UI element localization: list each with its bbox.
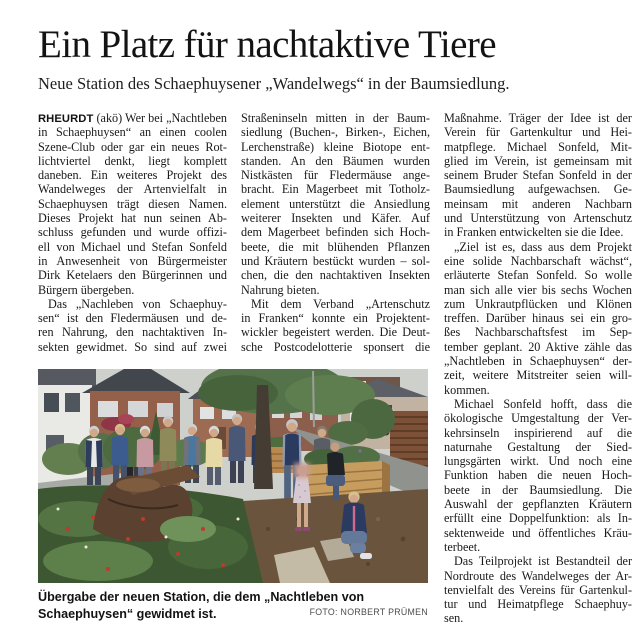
- article-line: Baumsiedlung aufgewachsen. Ge-: [444, 182, 632, 197]
- article-line: seinem Bruder Stefan Sonfeld in der: [444, 168, 632, 183]
- article-line: Maßnahme. Träger der Idee ist der: [444, 111, 632, 125]
- article-line: sektenweide und öffentliches Kräu-: [444, 525, 632, 540]
- article-line: chen, die den nachtaktiven Insekten: [241, 268, 430, 283]
- article-line: lichtviertel denkt, liegt komplett: [38, 153, 227, 168]
- article-line: eine solide Nachbarschaft wächst“,: [444, 253, 632, 268]
- article-line: matpflege. Michael Sonfeld, Mit-: [444, 139, 632, 154]
- article-line: schluss gefunden und wurde offizi-: [38, 225, 227, 240]
- article-line: sen.: [444, 611, 464, 626]
- article-line: ßes Nachbarschaftsfest im Sep-: [444, 325, 632, 340]
- article-line: erfüllt eine Doppelfunktion: als In-: [444, 511, 632, 526]
- article-column-1: [38, 111, 227, 354]
- article-line: Nistkästen für Fledermäuse ange-: [241, 168, 430, 183]
- article-line: Das Teilprojekt ist Bestandteil der: [454, 554, 632, 569]
- article-line: ell von Michael und Stefan Sonfeld: [38, 239, 227, 254]
- article-line: Nordroute des Wandelweges der Ar-: [444, 568, 632, 583]
- article-line: Szene-Club oder gar ein neues Rot-: [38, 139, 227, 154]
- article-line: glied im Verein, ist gemeinsam mit: [444, 153, 632, 168]
- article-line: beete, die mit blühenden Pflanzen: [241, 239, 430, 254]
- article-line: Nahrung bieten.: [241, 282, 320, 297]
- article-line: „Nachtleben in Schaephuysen“ der-: [444, 354, 632, 369]
- article-line: Mit dem Verband „Artenschutz: [251, 296, 430, 311]
- article-column-3: [444, 111, 632, 626]
- article-line: lungsgärten wirkt. Und noch eine: [444, 454, 632, 469]
- article-line: RHEURDT (akö) Wer bei „Nachtleben: [38, 111, 227, 125]
- article-line: ren Nahrung, den nachtaktiven In-: [38, 325, 227, 340]
- article-location-lead: RHEURDT: [38, 113, 94, 125]
- article-line: tur und Heimatpflege Schaephuy-: [444, 597, 632, 612]
- article-line: element unterstützt die Ansiedlung: [241, 196, 430, 211]
- article-line: zeit, weitere Mitstreiter seien will-: [444, 368, 632, 383]
- article-line: sche Postcodelotterie sponsert die: [241, 339, 430, 354]
- article-line: zum Unkrautpflücken und Klönen: [444, 296, 632, 311]
- article-line: daneben. Ein weiteres Projekt des: [38, 168, 227, 183]
- article-line: „Ziel ist es, dass aus dem Projekt: [454, 239, 632, 254]
- article-line: in Franken entwickelten sie die Idee.: [444, 225, 624, 240]
- article-line: weiterer Insekten und Käfer. Auf: [241, 211, 430, 226]
- article-line: standen. An den Bäumen wurden: [241, 153, 430, 168]
- article-line: tember geplant. 20 Aktive zähle das: [444, 339, 632, 354]
- article-line: in Anwesenheit von Bürgermeister: [38, 253, 227, 268]
- article-line: Das „Nachleben von Schaephuy-: [48, 296, 227, 311]
- article-subhead: Neue Station des Schaephuysener „Wandelwegs“ in der Baumsiedlung.: [38, 74, 510, 93]
- article-line: Auswahl der gepflanzten Kräutern: [444, 497, 632, 512]
- article-line: Straßeninseln mitten in der Baum-: [241, 111, 430, 125]
- article-line: und Kräutern bestückt wurden – sol-: [241, 253, 430, 268]
- photo-credit: FOTO: NORBERT PRÜMEN: [309, 606, 428, 617]
- article-line: naturnahe Gestaltung der Sied-: [444, 439, 632, 454]
- article-line: dem Magerbeet befinden sich Hoch-: [241, 225, 430, 240]
- article-line: und Unterstützung von Artenschutz: [444, 211, 632, 226]
- article-line: siedlung (Buchen-, Birken-, Eichen,: [241, 125, 430, 140]
- article-line: erläuterte Stefan Sonfeld. So wolle: [444, 268, 632, 283]
- article-line: in Franken“ konnte ein Projektent-: [241, 311, 430, 326]
- article-line: Bürgern übergeben.: [38, 282, 135, 297]
- article-line: sekten gewidmet. So sind auf zwei: [38, 339, 227, 354]
- photo-caption-text: Übergabe der neuen Station, die dem „Nachtleben von Schaephuysen“ gewidmet ist.: [38, 590, 365, 621]
- article-line: kommen.: [444, 382, 490, 397]
- article-line: ökologische Umgestaltung der Ver-: [444, 411, 632, 426]
- article-line: Schaephuysen trägt diesen Namen.: [38, 196, 227, 211]
- article-line: meinsam mit anderen Nachbarn: [444, 196, 632, 211]
- article-line: kehrsinseln inspirierend auf die: [444, 425, 632, 440]
- article-line: treffen. Darüber hinaus sei ein gro-: [444, 311, 632, 326]
- article-line: Michael Sonfeld hofft, dass die: [454, 396, 632, 411]
- article-line: Wandelweges der Artenvielfalt in: [38, 182, 227, 197]
- article-line: man sich alle vier bis sechs Wochen: [444, 282, 632, 297]
- article-line: beete in der Baumsiedlung. Die: [444, 482, 632, 497]
- article-line: tenvielfalt des Vereins für Gartenkul-: [444, 582, 632, 597]
- article-line: terbeet.: [444, 539, 481, 554]
- article-line: Funktion haben die neuen Hoch-: [444, 468, 632, 483]
- article-line: Dieses Projekt hat nun seinen Ab-: [38, 211, 227, 226]
- article-column-2: [241, 111, 430, 354]
- article-line: Lerchenstraße) kleine Biotope ent-: [241, 139, 430, 154]
- article-line: wickler begeistert werden. Die Deut-: [241, 325, 430, 340]
- blurred-face: [294, 463, 310, 478]
- photo-lamp-pole: [313, 371, 314, 427]
- article-photo: [38, 369, 428, 583]
- article-line: in Schaephuysen“ an einen coolen: [38, 125, 227, 140]
- article-line: Dirk Ketelaers den Bürgerinnen und: [38, 268, 227, 283]
- photo-caption: [38, 589, 428, 622]
- article-line: bracht. Ein Magerbeet mit Totholz-: [241, 182, 430, 197]
- article-line: sen“ ist den Fledermäusen und de-: [38, 311, 227, 326]
- article-line: Verein für Gartenkultur und Hei-: [444, 125, 632, 140]
- article-headline: Ein Platz für nachtaktive Tiere: [38, 23, 496, 66]
